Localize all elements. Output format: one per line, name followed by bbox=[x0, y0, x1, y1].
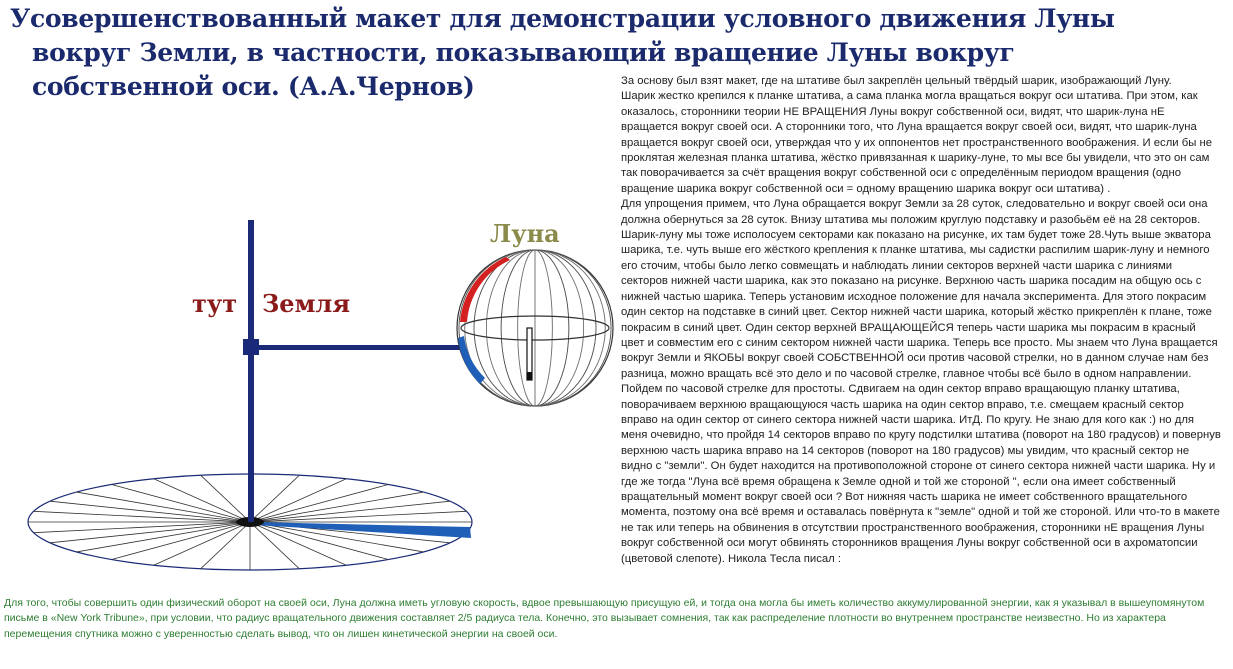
label-tut: тут bbox=[192, 289, 238, 318]
tesla-quote-text: Для того, чтобы совершить один физический оборот на своей оси, Луна должна иметь угловую скорость, вдвое превышающую присущую ей, и тогда она могла бы иметь количество аккумулированной энергии, как я указывал в вышеупомянутом письме в «New York Tribune», при условии, что радиус вращательного движения составляет 2/5 радиуса тела. Конечно, это вызывает сомнения, так как распределение плотности во внутреннем пространстве неизвестно. Но из характера перемещения спутника можно с уверенностью сделать вывод, что он лишен кинетической энергии на своей оси. bbox=[4, 597, 1205, 640]
moon-axis-tip bbox=[527, 372, 532, 380]
title-line-1: Усовершенствованный макет для демонстрации условного движения Луны bbox=[10, 4, 1115, 33]
paragraph-3: Для упрощения примем, что Луна обращается вокруг Земли за 28 суток, следовательно и вокруг своей оси она должна обернуться за 28 суток. Внизу штатива мы положим круглую подставку и разобьём её на 28 секторов. Шарик-луну мы тоже исполосуем секторами как показано на рисунке, их там будет тоже 28.Чуть выше экватора шарика, т.е. чуть выше его жёсткого крепления к планке штатива, мы садистки распилим шарик-луну и немного его сточим, чтобы было легко совмещать и наблюдать линии секторов верхней части шарика с линиями секторов нижней части шарика, как это показано на рисунке. Верхнюю часть шарика посадим на общую ось с нижней частью шарика. Теперь установим исходное положение для начала эксперимента. Для этого покрасим один сектор на подставке в синий цвет. Сектор нижней части шарика, который жёстко прикреплён к плане, тоже покрасим в синий цвет. Один сектор верхней ВРАЩАЮЩЕЙСЯ теперь части шарика мы покрасим в красный цвет и совместим его с синим сектором нижней части шарика. Теперь все просто. Мы знаем что Луна вращается вокруг Земли и ЯКОБЫ вокруг своей СОБСТВЕННОЙ оси против часовой стрелки, но в данном случае нам без разница, можно вращать всё это дело и по часовой стрелке, главное чтобы всё было в одном направлении. Пойдем по часовой стрелке для простоты. Сдвигаем на один сектор вправо вращающую планку штатива, поворачиваем верхнюю вращающуюся часть шарика на один сектор вправо, т.е. смещаем красный сектор вправо на один сектор от синего сектора нижней части шарика. ИтД. По кругу. Не знаю для кого как :) но для меня очевидно, что пройдя 14 секторов вправо по кругу подстилки штатива (поворот на 180 градусов) и повернув верхнюю часть шарика вправо на 14 секторов (поворот на 180 градусов) мы увидим, что красный сектор не видно с "земли". Он будет находится на противоположной стороне от синего сектора нижней части шарика. Ну и где же тогда "Луна всё время обращена к Земле одной и той же стороной ", если она имеет собственный вращательный момент вокруг своей оси ? Вот нижняя часть шарика не имеет собственного вращательного момента, поэтому она всё время и оставалась повёрнута к "земле" одной и той же стороной. Или что-то в макете не так или теперь на обвинения в отсутствии пространственного воображения, сторонники нЕ вращения Луны вокруг собственной оси могут обвинять сторонников вращения Луны вокруг собственной оси в ахроматопсии (цветовой слепоте). Никола Тесла писал : bbox=[621, 198, 1221, 565]
stand-arm bbox=[256, 345, 461, 350]
explanation-text bbox=[621, 74, 1221, 567]
title-line-2: вокруг Земли, в частности, показывающий вращение Луны вокруг bbox=[32, 38, 1015, 67]
paragraph-1: За основу был взят макет, где на штативе был закреплён цельный твёрдый шарик, изображающий Луну. bbox=[621, 75, 1172, 87]
title-line-3: собственной оси. (А.А.Чернов) bbox=[32, 72, 475, 101]
label-moon: Луна bbox=[490, 219, 560, 248]
label-earth: Земля bbox=[262, 289, 351, 318]
moon-ball bbox=[457, 250, 613, 406]
tesla-quote bbox=[4, 596, 1229, 642]
stand-pole bbox=[248, 220, 254, 522]
paragraph-2: Шарик жестко крепился к планке штатива, а сама планка могла вращаться вокруг оси штатива. При этом, как оказалось, сторонники теории НЕ ВРАЩЕНИЯ Луны вокруг собственной оси, видят, что шарик-луна нЕ вращается вокруг своей оси. А сторонники того, что Луна вращается вокруг своей оси, видят, что шарик-луна вращается вокруг своей оси, утверждая что у их оппонентов нет пространственного воображения. И если бы не проклятая железная планка штатива, жёстко привязанная к шарику-луне, то мы все бы увидели, что это он сам так поворачивается за счёт вращения вокруг собственной оси с определённым периодом вращения (одно вращение шарика вокруг собственной оси = одному вращению шарика вокруг оси штатива) . bbox=[621, 90, 1212, 195]
moon-model-diagram bbox=[0, 200, 620, 595]
